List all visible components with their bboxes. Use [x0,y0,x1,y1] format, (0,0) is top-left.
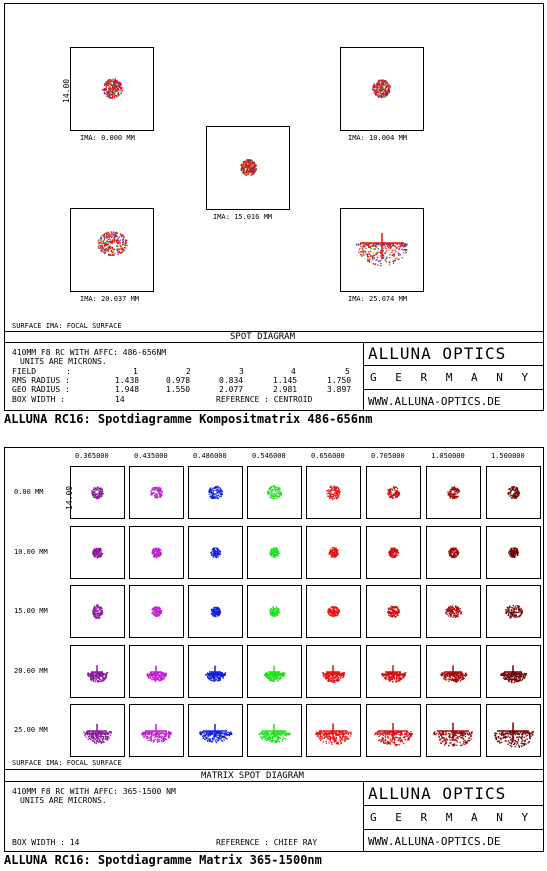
matrix-spot-pattern [487,586,540,637]
matrix-spot-pattern [71,705,124,756]
brand-name: ALLUNA OPTICS [368,784,507,803]
wavelength-header: 1.050000 [431,452,465,460]
matrix-spot-pattern [487,467,540,518]
spot-label-field-4: IMA: 20.037 MM [80,295,140,303]
wavelength-header: 0.435000 [134,452,168,460]
brand-country: G E R M A N Y [370,811,535,824]
matrix-spot-pattern [307,586,360,637]
matrix-spot-pattern [71,527,124,578]
matrix-spot-box [247,526,302,579]
matrix-spot-box [247,585,302,638]
matrix-spot-pattern [130,467,183,518]
matrix-spot-box [486,645,541,698]
geo-value: 2.077 [219,385,244,394]
matrix-spot-pattern [130,586,183,637]
field-number: 1 [133,367,138,376]
matrix-spot-pattern [427,705,480,756]
matrix-spot-pattern [130,705,183,756]
matrix-spot-pattern [367,527,420,578]
matrix-spot-pattern [367,705,420,756]
matrix-spot-pattern [307,646,360,697]
matrix-spot-pattern [189,527,242,578]
rms-value: 1.145 [273,376,298,385]
matrix-spot-box [188,704,243,757]
field-row-header: 0.00 MM [14,488,44,496]
matrix-spot-pattern [427,467,480,518]
matrix-surface-label: SURFACE IMA: FOCAL SURFACE [12,759,122,767]
matrix-spot-pattern [189,646,242,697]
spot-label-field-3: IMA: 15.016 MM [213,213,273,221]
rms-value: 0.978 [166,376,191,385]
matrix-spot-box [129,585,184,638]
matrix-spot-box [486,466,541,519]
matrix-spot-box [426,585,481,638]
matrix-spot-pattern [307,705,360,756]
matrix-spot-box [188,645,243,698]
matrix-spot-pattern [71,646,124,697]
matrix-box-width-text: BOX WIDTH : 14 [12,838,80,847]
matrix-spot-pattern [307,467,360,518]
brand-url: WWW.ALLUNA-OPTICS.DE [368,395,501,408]
matrix-spot-box [247,466,302,519]
field-row-header: 10.00 MM [14,548,48,556]
wavelength-header: 0.656000 [311,452,345,460]
geo-value: 1.550 [166,385,191,394]
matrix-spot-box [188,585,243,638]
field-row-label: FIELD [12,367,37,376]
field-number: 5 [345,367,350,376]
matrix-spot-box [306,585,361,638]
divider [363,781,364,852]
geo-value: 2.981 [273,385,298,394]
matrix-spot-pattern [367,467,420,518]
rms-value: 0.834 [219,376,244,385]
matrix-spot-box [426,466,481,519]
matrix-spot-pattern [307,527,360,578]
matrix-spot-pattern [130,527,183,578]
surface-label: SURFACE IMA: FOCAL SURFACE [12,322,122,330]
matrix-spot-pattern [71,586,124,637]
matrix-spot-box [426,645,481,698]
matrix-spot-box [188,526,243,579]
matrix-spot-box [306,645,361,698]
matrix-spot-pattern [248,646,301,697]
matrix-reference-label: REFERENCE : CHIEF RAY [216,838,318,847]
field-number: 3 [239,367,244,376]
matrix-spot-box [247,645,302,698]
field-colon: : [66,367,71,376]
info-line-2: UNITS ARE MICRONS. [20,357,107,366]
matrix-spot-pattern [427,586,480,637]
matrix-spot-box [426,704,481,757]
matrix-spot-pattern [248,467,301,518]
matrix-spot-pattern [71,467,124,518]
matrix-spot-box [486,704,541,757]
matrix-spot-box [366,585,421,638]
matrix-spot-box [306,466,361,519]
matrix-spot-box [366,466,421,519]
field-row-header: 15.00 MM [14,607,48,615]
wavelength-header: 0.365000 [75,452,109,460]
matrix-spot-box [70,704,125,757]
matrix-spot-box [129,704,184,757]
matrix-spot-box [70,585,125,638]
matrix-spot-pattern [248,705,301,756]
box-width-value: 14 [115,395,125,404]
info-line-1: 410MM F8 RC WITH AFFC: 486-656NM [12,348,167,357]
matrix-spot-box [366,645,421,698]
matrix-spot-pattern [487,705,540,756]
matrix-spot-box [70,526,125,579]
matrix-spot-box [306,526,361,579]
matrix-spot-box [70,645,125,698]
matrix-spot-pattern [427,527,480,578]
diagram-title: SPOT DIAGRAM [230,332,296,342]
box-width-label: 14.00 [62,78,71,103]
matrix-spot-box [366,526,421,579]
matrix-spot-pattern [367,586,420,637]
matrix-spot-box [486,526,541,579]
wavelength-header: 0.705000 [371,452,405,460]
brand-url: WWW.ALLUNA-OPTICS.DE [368,835,501,848]
wavelength-header: 1.500000 [491,452,525,460]
geo-radius-label: GEO RADIUS : [12,385,70,394]
matrix-spot-pattern [189,467,242,518]
matrix-spot-pattern [248,586,301,637]
matrix-spot-pattern [189,586,242,637]
field-row-header: 25.00 MM [14,726,48,734]
matrix-spot-box [247,704,302,757]
divider [4,769,544,770]
box-width-text: BOX WIDTH : [12,395,65,404]
matrix-spot-pattern [189,705,242,756]
reference-label: REFERENCE : CENTROID [216,395,313,404]
divider [363,805,544,806]
caption-matrix: ALLUNA RC16: Spotdiagramme Matrix 365-1500nm [4,853,322,867]
spot-label-field-1: IMA: 0.000 MM [80,134,135,142]
matrix-spot-pattern [367,646,420,697]
matrix-info-line-2: UNITS ARE MICRONS. [20,796,107,805]
brand-country: G E R M A N Y [370,371,535,384]
matrix-title: MATRIX SPOT DIAGRAM [201,771,304,781]
matrix-spot-box [188,466,243,519]
matrix-spot-box [129,645,184,698]
matrix-info-line-1: 410MM F8 RC WITH AFFC: 365-1500 NM [12,787,176,796]
spot-label-field-2: IMA: 10.004 MM [348,134,408,142]
spot-label-field-5: IMA: 25.074 MM [348,295,408,303]
matrix-spot-pattern [487,646,540,697]
matrix-spot-box [129,526,184,579]
field-number: 4 [291,367,296,376]
rms-radius-label: RMS RADIUS : [12,376,70,385]
matrix-spot-box [426,526,481,579]
field-number: 2 [186,367,191,376]
matrix-spot-pattern [248,527,301,578]
matrix-spot-pattern [487,527,540,578]
matrix-spot-box [366,704,421,757]
matrix-box-width-label: 14.00 [65,485,74,510]
geo-value: 3.897 [327,385,352,394]
wavelength-header: 0.546000 [252,452,286,460]
matrix-spot-pattern [427,646,480,697]
caption-kompositmatrix: ALLUNA RC16: Spotdiagramme Kompositmatrix 486-656nm [4,412,373,426]
matrix-spot-box [129,466,184,519]
wavelength-header: 0.486000 [193,452,227,460]
rms-value: 1.750 [327,376,352,385]
geo-value: 1.948 [115,385,140,394]
rms-value: 1.438 [115,376,140,385]
brand-name: ALLUNA OPTICS [368,344,507,363]
matrix-spot-box [486,585,541,638]
matrix-spot-pattern [130,646,183,697]
divider [363,829,544,830]
matrix-spot-box [70,466,125,519]
field-row-header: 20.00 MM [14,667,48,675]
divider [4,781,544,782]
matrix-spot-box [306,704,361,757]
